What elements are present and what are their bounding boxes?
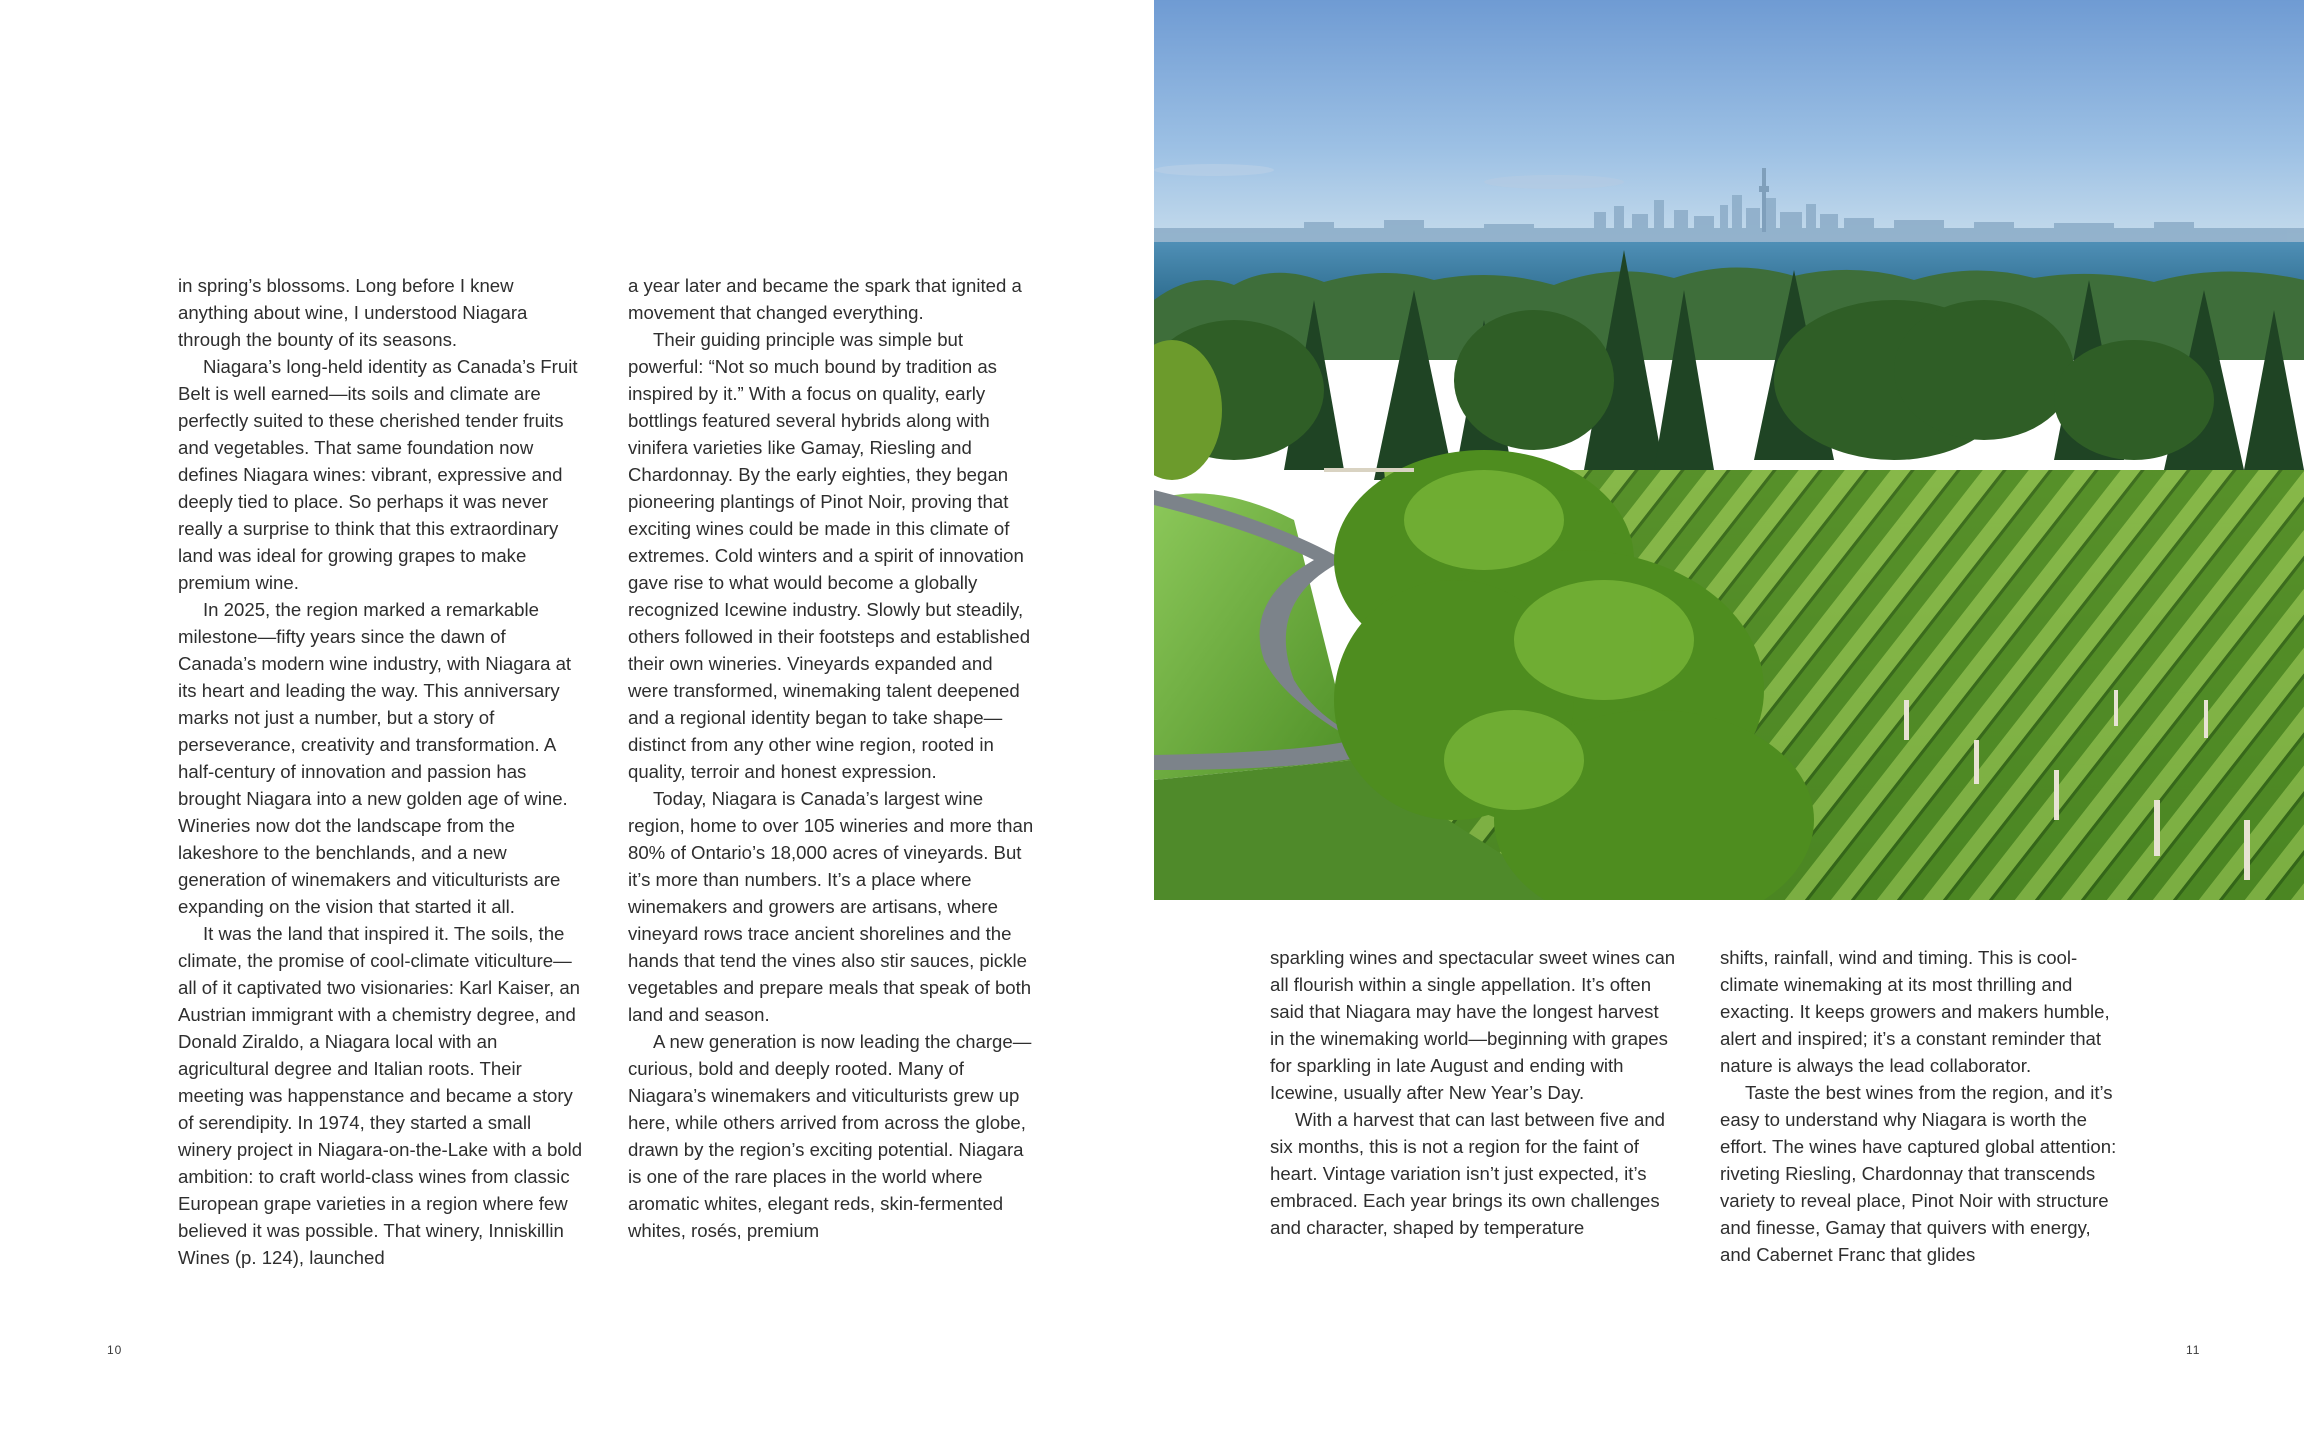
- paragraph: a year later and became the spark that ignited a movement that changed everything.: [628, 275, 1022, 323]
- paragraph: shifts, rainfall, wind and timing. This is cool-climate winemaking at its most thrilling and exacting. It keeps growers and makers humble, alert and inspired; it’s a constant reminder that nature is always the lead collaborator.: [1720, 947, 2110, 1076]
- paragraph: In 2025, the region marked a remarkable milestone—fifty years since the dawn of Canada’s modern wine industry, with Niagara at its heart and leading the way. This anniversary marks not just a number, but a story of perseverance, creativity and transformation. A half-century of innovation and passion has brought Niagara into a new golden age of wine. Wineries now dot the landscape from the lakeshore to the benchlands, and a new generation of winemakers and viticulturists are expanding on the vision that started it all.: [178, 599, 572, 917]
- paragraph: With a harvest that can last between five and six months, this is not a region for the faint of heart. Vintage variation isn’t just expected, it’s embraced. Each year brings its own challenges and character, shaped by temperature: [1270, 1109, 1666, 1238]
- page-number: 11: [2186, 1343, 2201, 1357]
- right-column-2: [1720, 944, 2126, 1268]
- page-number: 10: [107, 1343, 123, 1357]
- paragraph: Today, Niagara is Canada’s largest wine region, home to over 105 wineries and more than 80% of Ontario’s 18,000 acres of vineyards. But it’s more than numbers. It’s a place where winemakers and growers are artisans, where vineyard rows trace ancient shorelines and the hands that tend the vines also stir sauces, pickle vegetables and prepare meals that speak of both land and season.: [628, 788, 1034, 1025]
- left-column-1: [178, 272, 584, 1271]
- paragraph: Niagara’s long-held identity as Canada’s Fruit Belt is well earned—its soils and climate are perfectly suited to these cherished tender fruits and vegetables. That same foundation now defines Niagara wines: vibrant, expressive and deeply tied to place. So perhaps it was never really a surprise to think that this extraordinary land was ideal for growing grapes to make premium wine.: [178, 356, 578, 593]
- paragraph: It was the land that inspired it. The soils, the climate, the promise of cool-climate viticulture—all of it captivated two visionaries: Karl Kaiser, an Austrian immigrant with a chemistry degree, and Donald Ziraldo, a Niagara local with an agricultural degree and Italian roots. Their meeting was happenstance and became a story of serendipity. In 1974, they started a small winery project in Niagara-on-the-Lake with a bold ambition: to craft world-class wines from classic European grape varieties in a region where few believed it was possible. That winery, Inniskillin Wines (p. 124), launched: [178, 923, 583, 1268]
- paragraph: Their guiding principle was simple but powerful: “Not so much bound by tradition as inspired by it.” With a focus on quality, early bottlings featured several hybrids along with vinifera varieties like Gamay, Riesling and Chardonnay. By the early eighties, they began pioneering plantings of Pinot Noir, proving that exciting wines could be made in this climate of extremes. Cold winters and a spirit of innovation gave rise to what would become a globally recognized Icewine industry. Slowly but steadily, others followed in their footsteps and established their own wineries. Vineyards expanded and were transformed, winemaking talent deepened and a regional identity began to take shape—distinct from any other wine region, rooted in quality, terroir and honest expression.: [628, 329, 1031, 782]
- paragraph: A new generation is now leading the charge—curious, bold and deeply rooted. Many of Niagara’s winemakers and viticulturists grew up here, while others arrived from across the globe, drawn by the region’s exciting potential. Niagara is one of the rare places in the world where aromatic whites, elegant reds, skin-fermented whites, rosés, premium: [628, 1031, 1032, 1241]
- vineyard-landscape-photo: [1154, 0, 2304, 900]
- right-column-1: [1270, 944, 1676, 1241]
- paragraph: Taste the best wines from the region, and it’s easy to understand why Niagara is worth the effort. The wines have captured global attention: riveting Riesling, Chardonnay that transcends variety to reveal place, Pinot Noir with structure and finesse, Gamay that quivers with energy, and Cabernet Franc that glides: [1720, 1082, 2117, 1265]
- paragraph: sparkling wines and spectacular sweet wines can all flourish within a single appellation. It’s often said that Niagara may have the longest harvest in the winemaking world—beginning with grapes for sparkling in late August and ending with Icewine, usually after New Year’s Day.: [1270, 947, 1676, 1103]
- paragraph: in spring’s blossoms. Long before I knew anything about wine, I understood Niagara through the bounty of its seasons.: [178, 275, 528, 350]
- photo-illustration: [1154, 0, 2304, 900]
- left-column-2: [628, 272, 1034, 1244]
- right-page: [1152, 0, 2304, 1440]
